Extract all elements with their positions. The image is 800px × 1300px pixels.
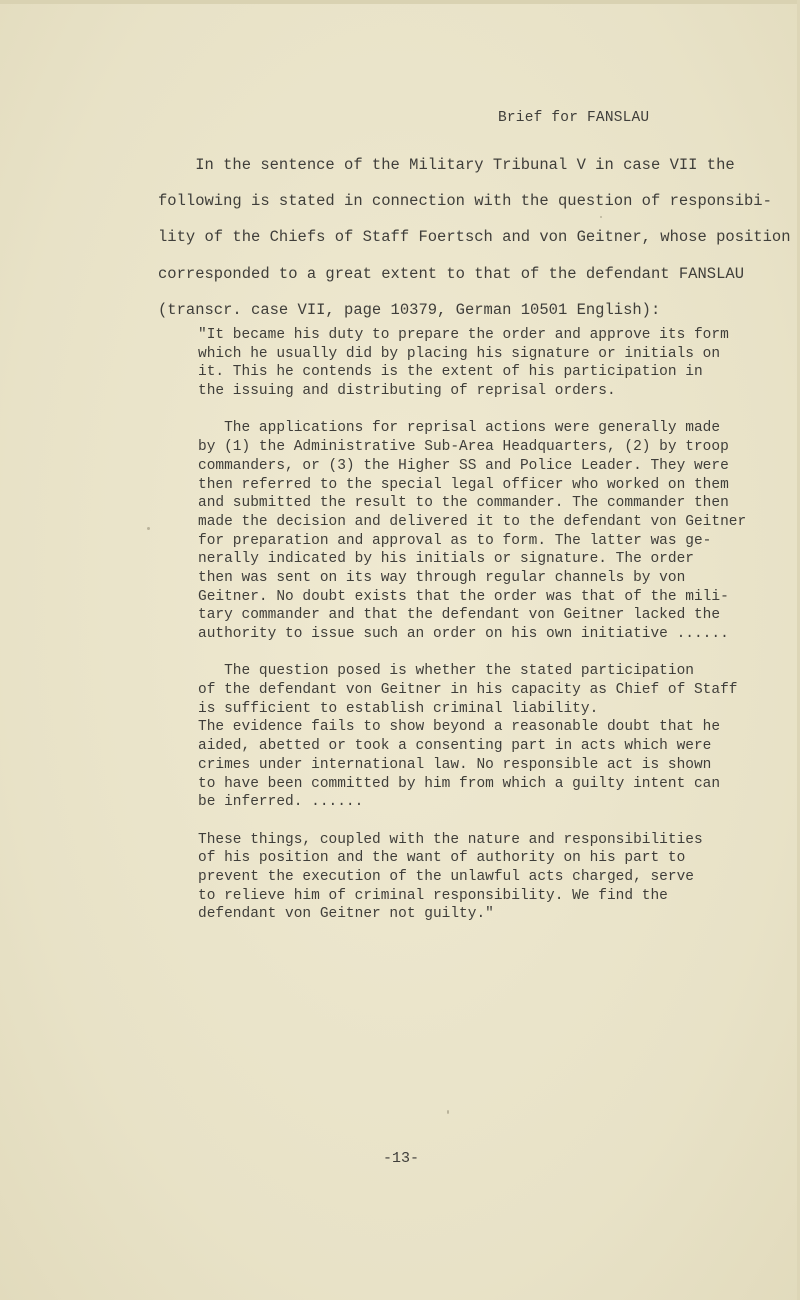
quote-line: to have been committed by him from which a guilty intent can: [198, 775, 721, 792]
intro-line: following is stated in connection with the question of responsibi-: [158, 192, 772, 211]
quote-line: Geitner. No doubt exists that the order was that of the mili-: [198, 588, 729, 605]
quote-line: The applications for reprisal actions were generally made: [198, 420, 721, 437]
paper-speck: [147, 527, 150, 530]
intro-line: corresponded to a great extent to that of the defendant FANSLAU: [158, 264, 744, 283]
quote-line: by (1) the Administrative Sub-Area Headquarters, (2) by troop: [198, 439, 729, 456]
quote-line: "It became his duty to prepare the order and approve its form: [198, 327, 729, 343]
page-number: -13-: [383, 1150, 420, 1167]
quote-line: which he usually did by placing his signature or initials on: [198, 345, 721, 362]
quote-line: made the decision and delivered it to the defendant von Geitner: [198, 513, 747, 530]
quote-line: nerally indicated by his initials or signature. The order: [198, 551, 694, 568]
intro-line: (transcr. case VII, page 10379, German 10501 English):: [158, 300, 661, 319]
brief-header: Brief for FANSLAU: [498, 110, 650, 126]
quote-line: authority to issue such an order on his own initiative ......: [198, 626, 729, 642]
quote-paragraph-4: [198, 832, 738, 925]
quote-line: The evidence fails to show beyond a reasonable doubt that he: [198, 719, 721, 736]
intro-line: lity of the Chiefs of Staff Foertsch and von Geitner, whose position: [158, 228, 791, 247]
quote-paragraph-3: [198, 663, 738, 813]
quote-line: commanders, or (3) the Higher SS and Police Leader. They were: [198, 457, 729, 474]
paper-speck: [600, 216, 602, 218]
intro-paragraph: [158, 156, 791, 337]
quote-line: These things, coupled with the nature and responsibilities: [198, 831, 703, 848]
quote-line: The question posed is whether the stated participation: [198, 663, 694, 680]
paper-speck: [447, 1110, 449, 1114]
quote-line: crimes under international law. No responsible act is shown: [198, 756, 712, 773]
quote-line: and submitted the result to the commander. The commander then: [198, 495, 729, 512]
quote-line: of the defendant von Geitner in his capacity as Chief of Staff: [198, 682, 738, 699]
quote-line: then referred to the special legal officer who worked on them: [198, 476, 729, 493]
quote-paragraph-1: [198, 327, 738, 402]
quote-line: aided, abetted or took a consenting part in acts which were: [198, 738, 712, 755]
quote-line: then was sent on its way through regular channels by von: [198, 569, 686, 586]
quote-line: prevent the execution of the unlawful acts charged, serve: [198, 868, 694, 885]
tribunal-quotation: [198, 327, 747, 925]
quote-line: for preparation and approval as to form. The latter was ge-: [198, 532, 712, 549]
paper-top-edge: [0, 0, 800, 4]
quote-paragraph-2: [198, 420, 747, 644]
quote-line: of his position and the want of authority on his part to: [198, 850, 686, 867]
quote-line: the issuing and distributing of reprisal orders.: [198, 383, 616, 400]
quote-line: tary commander and that the defendant von Geitner lacked the: [198, 607, 721, 624]
quote-line: is sufficient to establish criminal liability.: [198, 700, 599, 717]
quote-line: it. This he contends is the extent of his participation in: [198, 364, 703, 381]
quote-line: defendant von Geitner not guilty.": [198, 906, 494, 923]
intro-line: In the sentence of the Military Tribunal V in case VII the: [158, 156, 735, 174]
quote-line: be inferred. ......: [198, 794, 364, 811]
quote-line: to relieve him of criminal responsibility. We find the: [198, 887, 668, 904]
